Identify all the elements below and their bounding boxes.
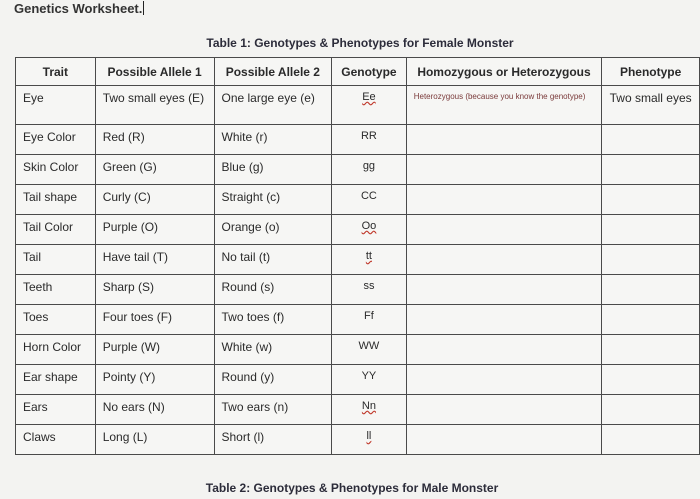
allele2-cell: Round (y)	[214, 365, 332, 395]
genotype-text: RR	[360, 130, 377, 142]
phenotype-cell[interactable]	[602, 215, 700, 245]
phenotype-cell[interactable]	[602, 335, 700, 365]
zygosity-cell[interactable]	[406, 395, 602, 425]
genotype-cell[interactable]	[332, 155, 407, 185]
table-header-row	[16, 58, 700, 86]
table-row	[16, 425, 700, 455]
text-cursor	[143, 1, 144, 15]
genotype-cell[interactable]	[332, 425, 407, 455]
trait-cell: Ears	[16, 395, 96, 425]
genotype-text: YY	[361, 370, 377, 382]
trait-cell: Eye Color	[16, 125, 96, 155]
table-row	[16, 125, 700, 155]
table-row	[16, 395, 700, 425]
phenotype-cell[interactable]	[602, 155, 700, 185]
allele2-cell: One large eye (e)	[214, 86, 332, 125]
zygosity-cell[interactable]	[406, 275, 602, 305]
zygosity-cell[interactable]	[406, 365, 602, 395]
phenotype-cell[interactable]	[602, 305, 700, 335]
genotype-text: Nn	[361, 400, 376, 412]
allele2-cell: Two ears (n)	[214, 395, 332, 425]
table-row	[16, 86, 700, 125]
genotype-cell[interactable]	[332, 245, 407, 275]
table-row	[16, 185, 700, 215]
zygosity-cell[interactable]	[406, 185, 602, 215]
allele1-cell: Purple (O)	[95, 215, 214, 245]
trait-cell: Claws	[16, 425, 96, 455]
trait-cell: Horn Color	[16, 335, 96, 365]
table-row	[16, 245, 700, 275]
female-monster-table	[15, 57, 700, 455]
zygosity-cell[interactable]: Heterozygous (because you know the genotype)	[406, 86, 602, 125]
allele1-cell: Green (G)	[95, 155, 214, 185]
phenotype-cell[interactable]	[602, 275, 700, 305]
genotype-cell[interactable]	[332, 215, 407, 245]
genotype-text: WW	[358, 340, 380, 352]
zygosity-cell[interactable]	[406, 425, 602, 455]
allele2-cell: White (r)	[214, 125, 332, 155]
allele2-cell: Straight (c)	[214, 185, 332, 215]
genotype-cell[interactable]	[332, 395, 407, 425]
zygosity-cell[interactable]	[406, 125, 602, 155]
table2-caption: Table 2: Genotypes & Phenotypes for Male Monster	[205, 481, 499, 495]
genotype-cell[interactable]	[332, 335, 407, 365]
header-zygosity: Homozygous or Heterozygous	[406, 58, 602, 86]
trait-cell: Tail Color	[16, 215, 96, 245]
allele1-cell: Have tail (T)	[95, 245, 214, 275]
genotype-cell[interactable]	[332, 365, 407, 395]
table-row	[16, 305, 700, 335]
table-row	[16, 365, 700, 395]
allele1-cell: No ears (N)	[95, 395, 214, 425]
header-allele-1: Possible Allele 1	[95, 58, 214, 86]
allele1-cell: Pointy (Y)	[95, 365, 214, 395]
table-row	[16, 275, 700, 305]
genotype-text: gg	[362, 160, 376, 172]
zygosity-cell[interactable]	[406, 335, 602, 365]
trait-cell: Tail	[16, 245, 96, 275]
header-genotype: Genotype	[332, 58, 407, 86]
header-trait: Trait	[16, 58, 96, 86]
allele1-cell: Curly (C)	[95, 185, 214, 215]
zygosity-cell[interactable]	[406, 155, 602, 185]
genotype-text: CC	[360, 190, 377, 202]
table1-caption: Table 1: Genotypes & Phenotypes for Female Monster	[206, 36, 514, 50]
phenotype-cell[interactable]: Two small eyes	[602, 86, 700, 125]
zygosity-cell[interactable]	[406, 245, 602, 275]
trait-cell: Tail shape	[16, 185, 96, 215]
zygosity-cell[interactable]	[406, 305, 602, 335]
allele2-cell: White (w)	[214, 335, 332, 365]
genotype-text: tt	[365, 250, 372, 262]
allele2-cell: Short (l)	[214, 425, 332, 455]
allele2-cell: No tail (t)	[214, 245, 332, 275]
allele1-cell: Two small eyes (E)	[95, 86, 214, 125]
allele2-cell: Orange (o)	[214, 215, 332, 245]
table-row	[16, 335, 700, 365]
allele1-cell: Purple (W)	[95, 335, 214, 365]
allele1-cell: Four toes (F)	[95, 305, 214, 335]
phenotype-cell[interactable]	[602, 245, 700, 275]
phenotype-cell[interactable]	[602, 125, 700, 155]
phenotype-cell[interactable]	[602, 425, 700, 455]
table-row	[16, 215, 700, 245]
allele2-cell: Round (s)	[214, 275, 332, 305]
trait-cell: Skin Color	[16, 155, 96, 185]
phenotype-cell[interactable]	[602, 395, 700, 425]
zygosity-cell[interactable]	[406, 215, 602, 245]
header-allele-2: Possible Allele 2	[214, 58, 332, 86]
header-phenotype: Phenotype	[602, 58, 700, 86]
phenotype-cell[interactable]	[602, 365, 700, 395]
genotype-text: Ee	[362, 91, 376, 103]
trait-cell: Teeth	[16, 275, 96, 305]
genotype-cell[interactable]	[332, 305, 407, 335]
genotype-text: ll	[366, 430, 372, 442]
genotype-cell[interactable]	[332, 125, 407, 155]
allele2-cell: Two toes (f)	[214, 305, 332, 335]
allele1-cell: Sharp (S)	[95, 275, 214, 305]
trait-cell: Ear shape	[16, 365, 96, 395]
trait-cell: Toes	[16, 305, 96, 335]
genotype-text: ss	[363, 280, 375, 292]
allele2-cell: Blue (g)	[214, 155, 332, 185]
allele1-cell: Red (R)	[95, 125, 214, 155]
genotype-cell[interactable]	[332, 185, 407, 215]
document-title[interactable]	[14, 1, 144, 16]
trait-cell: Eye	[16, 86, 96, 125]
document-title-text: Genetics Worksheet.	[14, 1, 143, 16]
table-row	[16, 155, 700, 185]
genotype-text: Ff	[364, 310, 374, 322]
genotype-cell[interactable]	[332, 86, 407, 125]
genotype-cell[interactable]	[332, 275, 407, 305]
allele1-cell: Long (L)	[95, 425, 214, 455]
phenotype-cell[interactable]	[602, 185, 700, 215]
genotype-text: Oo	[361, 220, 377, 232]
